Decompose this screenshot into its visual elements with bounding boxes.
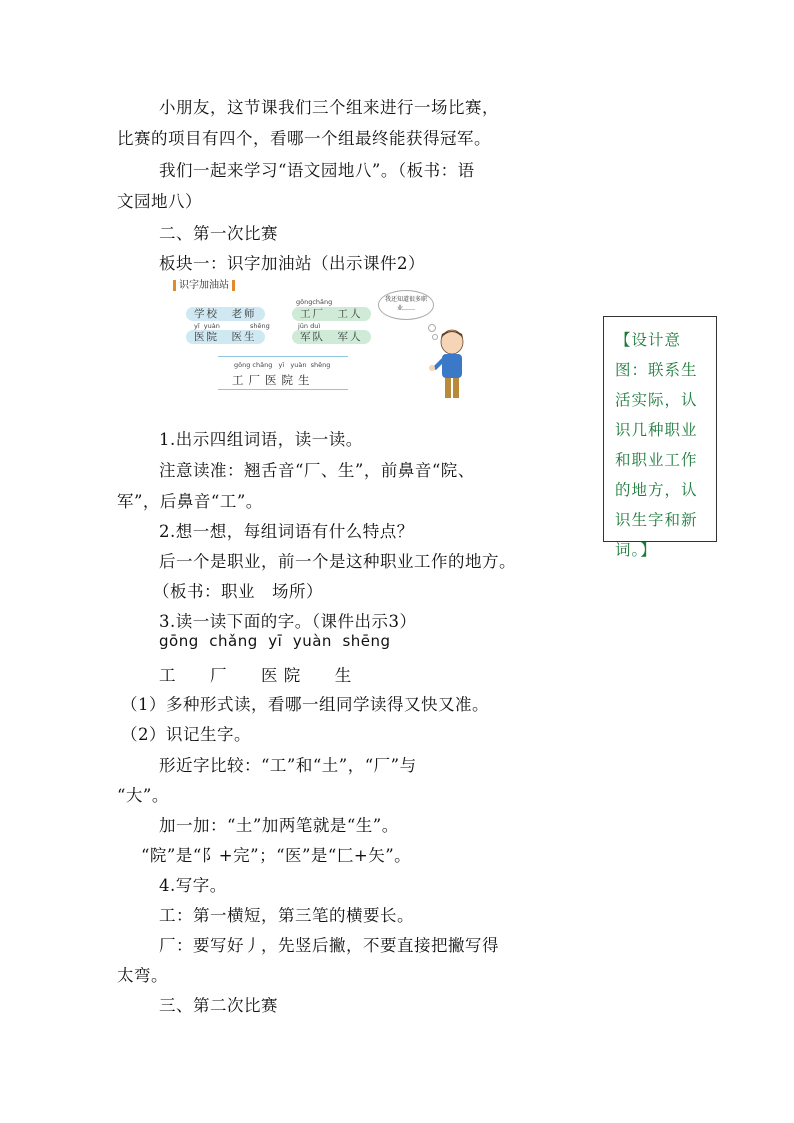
- orange-bar-icon: [173, 280, 176, 291]
- speech-bubble: 我还知道很多职业……: [378, 290, 434, 320]
- paragraph-line: （1）多种形式读，看哪一组同学读得又快又准。: [121, 695, 489, 714]
- paragraph-line: 厂：要写好丿，先竖后撇，不要直接把撇写得: [159, 936, 499, 955]
- paragraph-line: 1.出示四组词语，读一读。: [159, 430, 363, 449]
- paragraph-line: （2）识记生字。: [121, 725, 251, 744]
- pinyin: gōng chǎng yī yuàn shēng: [234, 361, 331, 369]
- paragraph-line: 小朋友，这节课我们三个组来进行一场比赛，: [159, 98, 499, 117]
- paragraph-line: 比赛的项目有四个，看哪一个组最终能获得冠军。: [117, 129, 491, 148]
- word-row: 工厂医院生: [232, 373, 315, 387]
- paragraph-line: 3.读一读下面的字。（课件出示3）: [159, 612, 417, 631]
- paragraph-line: 后一个是职业，前一个是这种职业工作的地方。: [159, 552, 516, 571]
- paragraph-line: 军”，后鼻音“工”。: [117, 492, 263, 511]
- word-group: 医院 医生: [186, 330, 265, 344]
- paragraph-line: 太弯。: [117, 966, 168, 985]
- paragraph-line: 4.写字。: [159, 876, 227, 895]
- divider: [218, 356, 348, 357]
- paragraph-line: 2.想一想，每组词语有什么特点？: [159, 522, 414, 541]
- boy-figure-icon: [422, 328, 470, 400]
- paragraph-line: “大”。: [117, 786, 169, 805]
- literacy-illustration: [170, 276, 470, 396]
- word-group: 学校 老师: [186, 307, 265, 321]
- design-intent-text: 【设计意图：联系生活实际，认识几种职业和职业工作的地方，认识生字和新词。】: [615, 331, 698, 559]
- illustration-header: 识字加油站: [170, 276, 238, 291]
- pinyin: jūn duì: [298, 322, 321, 330]
- paragraph-line: （板书：职业 场所）: [153, 582, 323, 601]
- characters-line: 工 厂 医 院 生: [159, 666, 352, 685]
- design-intent-box: [603, 316, 717, 559]
- section-heading: 三、第二次比赛: [159, 996, 278, 1015]
- pinyin-line: gōng chǎng yī yuàn shēng: [159, 632, 391, 650]
- section-heading: 二、第一次比赛: [159, 224, 278, 243]
- pinyin: shēng: [250, 322, 270, 330]
- pinyin: yī yuàn: [194, 322, 220, 330]
- pinyin: gōngchǎng: [296, 298, 333, 306]
- paragraph-line: 加一加：“土”加两笔就是“生”。: [159, 816, 399, 835]
- orange-bar-icon: [232, 280, 235, 291]
- paragraph-line: “院”是“阝+完”；“医”是“匚+矢”。: [141, 846, 412, 865]
- paragraph-line: 工：第一横短，第三笔的横要长。: [159, 906, 414, 925]
- paragraph-line: 我们一起来学习“语文园地八”。（板书：语: [159, 161, 475, 180]
- paragraph-line: 形近字比较：“工”和“土”，“厂”与: [159, 756, 417, 775]
- paragraph-line: 文园地八）: [117, 192, 202, 211]
- word-group: 工厂 工人: [292, 307, 371, 321]
- divider: [218, 389, 348, 390]
- paragraph-line: 板块一：识字加油站（出示课件2）: [159, 254, 425, 273]
- paragraph-line: 注意读准：翘舌音“厂、生”，前鼻音“院、: [159, 461, 475, 480]
- word-group: 军队 军人: [292, 330, 371, 344]
